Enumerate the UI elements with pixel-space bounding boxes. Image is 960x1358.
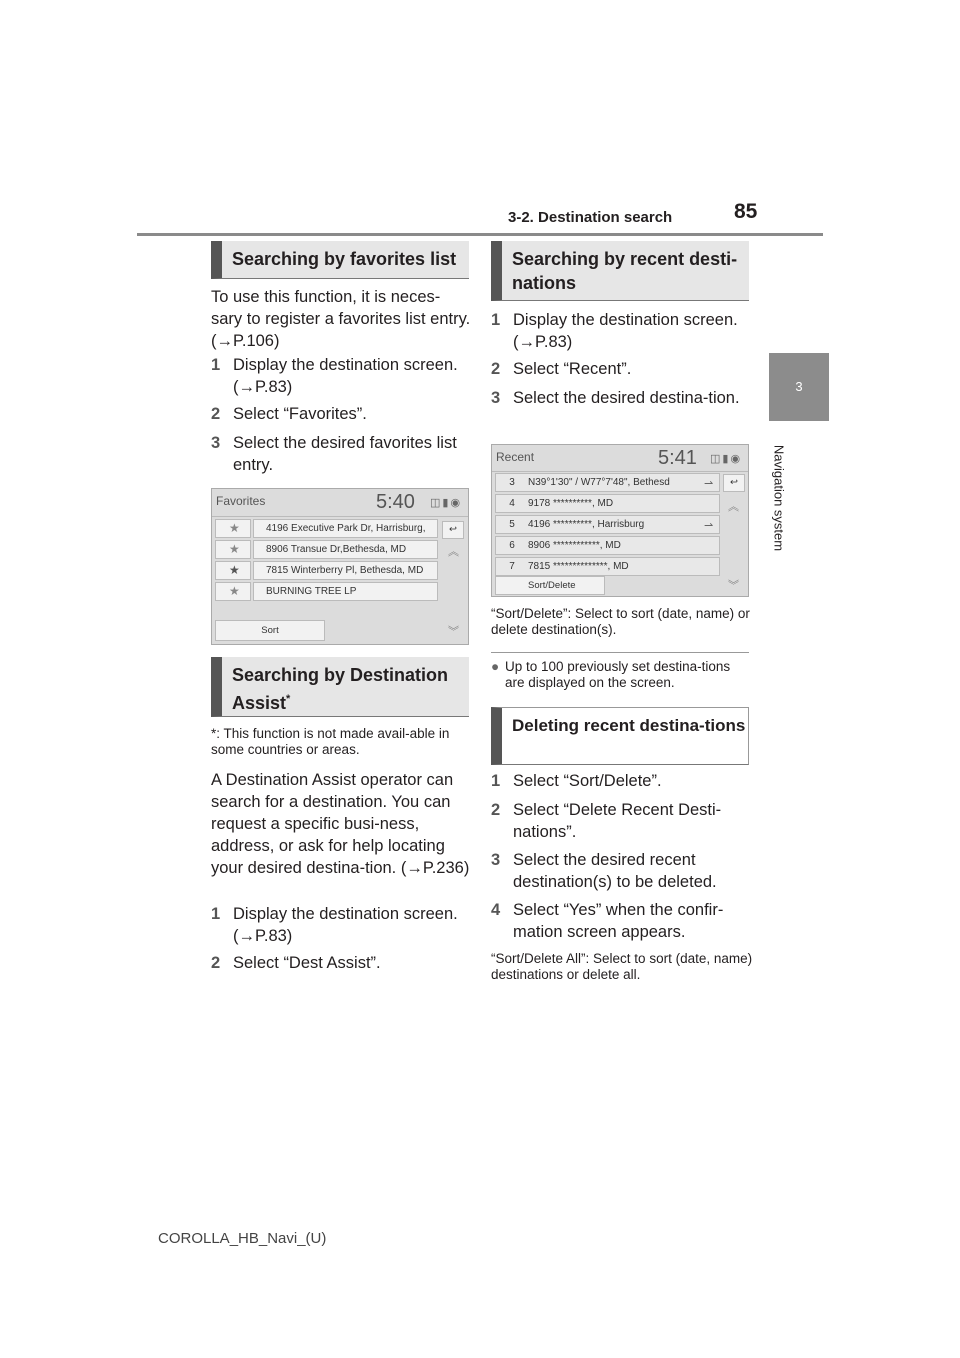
deleting-step-2: 2 Select “Delete Recent Desti-nations”. (491, 801, 722, 841)
bullet-icon: ● (491, 659, 500, 674)
star-icon: ★ (229, 584, 240, 598)
recent-step-1: 1 Display the destination screen. (→P.83) (491, 311, 738, 351)
recent-heading: Searching by recent desti-nations (491, 241, 749, 301)
screen-separator (212, 516, 469, 517)
entry-label: 9178 **********, MD (528, 498, 614, 509)
assist-step-1: 1 Display the destination screen. (→P.83) (211, 905, 458, 945)
recent-entry[interactable] (495, 473, 720, 492)
route-icon[interactable]: ⇀ (704, 478, 714, 490)
favorite-star[interactable] (215, 582, 251, 601)
favorites-step-3: 3 Select the desired favorites list entry. (211, 434, 457, 474)
chapter-tab-number: 3 (769, 353, 829, 421)
favorite-star[interactable] (215, 561, 251, 580)
assist-heading-mark: * (286, 693, 291, 705)
recent-step-3: 3 Select the desired destina-tion. (491, 389, 740, 407)
screen-clock: 5:41 (658, 447, 697, 469)
entry-label: 7815 **************, MD (528, 561, 629, 572)
favorite-entry[interactable] (253, 582, 438, 601)
entry-label: 8906 Transue Dr,Bethesda, MD (266, 544, 407, 555)
favorites-step-1: 1 Display the destination screen. (→P.83) (211, 356, 458, 396)
back-button[interactable] (723, 474, 745, 492)
sort-button[interactable]: Sort (215, 620, 325, 641)
back-icon: ↩ (449, 524, 457, 535)
favorite-entry[interactable] (253, 561, 438, 580)
favorite-entry[interactable] (253, 519, 438, 538)
scroll-up-icon[interactable]: ︽ (448, 546, 459, 558)
back-button[interactable] (442, 521, 464, 539)
star-icon: ★ (229, 521, 240, 535)
entry-label: N39°1'30" / W77°7'48", Bethesd (528, 477, 670, 488)
document-id: COROLLA_HB_Navi_(U) (158, 1230, 327, 1247)
entry-label: 4196 Executive Park Dr, Harrisburg, (266, 523, 426, 534)
deleting-step-4: 4 Select “Yes” when the confir-mation screen appears. (491, 901, 724, 941)
entry-number: 5 (509, 519, 515, 530)
favorite-entry[interactable] (253, 540, 438, 559)
recent-caption: “Sort/Delete”: Select to sort (date, name) or delete destination(s). (491, 606, 750, 637)
favorites-step-2: 2 Select “Favorites”. (211, 405, 367, 423)
recent-entry[interactable] (495, 536, 720, 555)
chapter-tab-label: Navigation system (771, 444, 787, 551)
screen-clock: 5:40 (376, 491, 415, 513)
recent-note: ● Up to 100 previously set destina-tions are displayed on the screen. (491, 659, 731, 690)
recent-entry[interactable] (495, 557, 720, 576)
scroll-down-icon[interactable]: ︾ (448, 626, 459, 638)
star-icon: ★ (229, 542, 240, 556)
note-rule (491, 652, 749, 653)
assist-footnote: *: This function is not made avail-able in some countries or areas. (211, 726, 450, 757)
header-rule (137, 233, 823, 236)
sort-delete-button[interactable]: Sort/Delete (495, 576, 605, 595)
assist-intro: A Destination Assist operator can search for a destination. You can request a specific busi-ness, address, or ask for help locating your desired destina-tion. (→P.236) (211, 771, 470, 877)
entry-label: BURNING TREE LP (266, 586, 357, 597)
scroll-down-icon[interactable]: ︾ (728, 580, 739, 592)
recent-screen (491, 444, 749, 597)
screen-title: Recent (496, 450, 535, 464)
scroll-up-icon[interactable]: ︽ (728, 501, 739, 513)
favorites-heading: Searching by favorites list (211, 241, 469, 279)
back-icon: ↩ (730, 477, 738, 488)
entry-number: 7 (509, 561, 515, 572)
entry-label: 8906 ************, MD (528, 540, 621, 551)
entry-label: 7815 Winterberry Pl, Bethesda, MD (266, 565, 424, 576)
section-title: 3-2. Destination search (508, 209, 673, 226)
deleting-step-1: 1 Select “Sort/Delete”. (491, 772, 662, 790)
entry-number: 3 (509, 477, 515, 488)
deleting-caption: “Sort/Delete All”: Select to sort (date, name) destinations or delete all. (491, 951, 753, 982)
deleting-heading: Deleting recent destina-tions (491, 707, 749, 765)
recent-entry[interactable] (495, 515, 720, 534)
favorite-star[interactable] (215, 540, 251, 559)
recent-entry[interactable] (495, 494, 720, 513)
deleting-step-3: 3 Select the desired recent destination(s) to be deleted. (491, 851, 717, 891)
screen-title: Favorites (216, 494, 266, 508)
favorites-screen (211, 488, 469, 645)
recent-step-2: 2 Select “Recent”. (491, 360, 632, 378)
status-icons: ◫▮◉ (430, 497, 463, 509)
status-icons: ◫▮◉ (710, 453, 743, 465)
screen-separator (492, 471, 749, 472)
entry-number: 6 (509, 540, 515, 551)
entry-number: 4 (509, 498, 515, 509)
assist-heading: Searching by Destination Assist* (211, 657, 469, 717)
star-icon: ★ (229, 563, 240, 577)
favorite-star[interactable] (215, 519, 251, 538)
page-number: 85 (734, 200, 758, 223)
assist-step-2: 2 Select “Dest Assist”. (211, 954, 381, 972)
entry-label: 4196 **********, Harrisburg (528, 519, 645, 530)
favorites-intro: To use this function, it is neces-sary to register a favorites list entry. (→P.106) (211, 288, 471, 350)
route-icon[interactable]: ⇀ (704, 520, 714, 532)
